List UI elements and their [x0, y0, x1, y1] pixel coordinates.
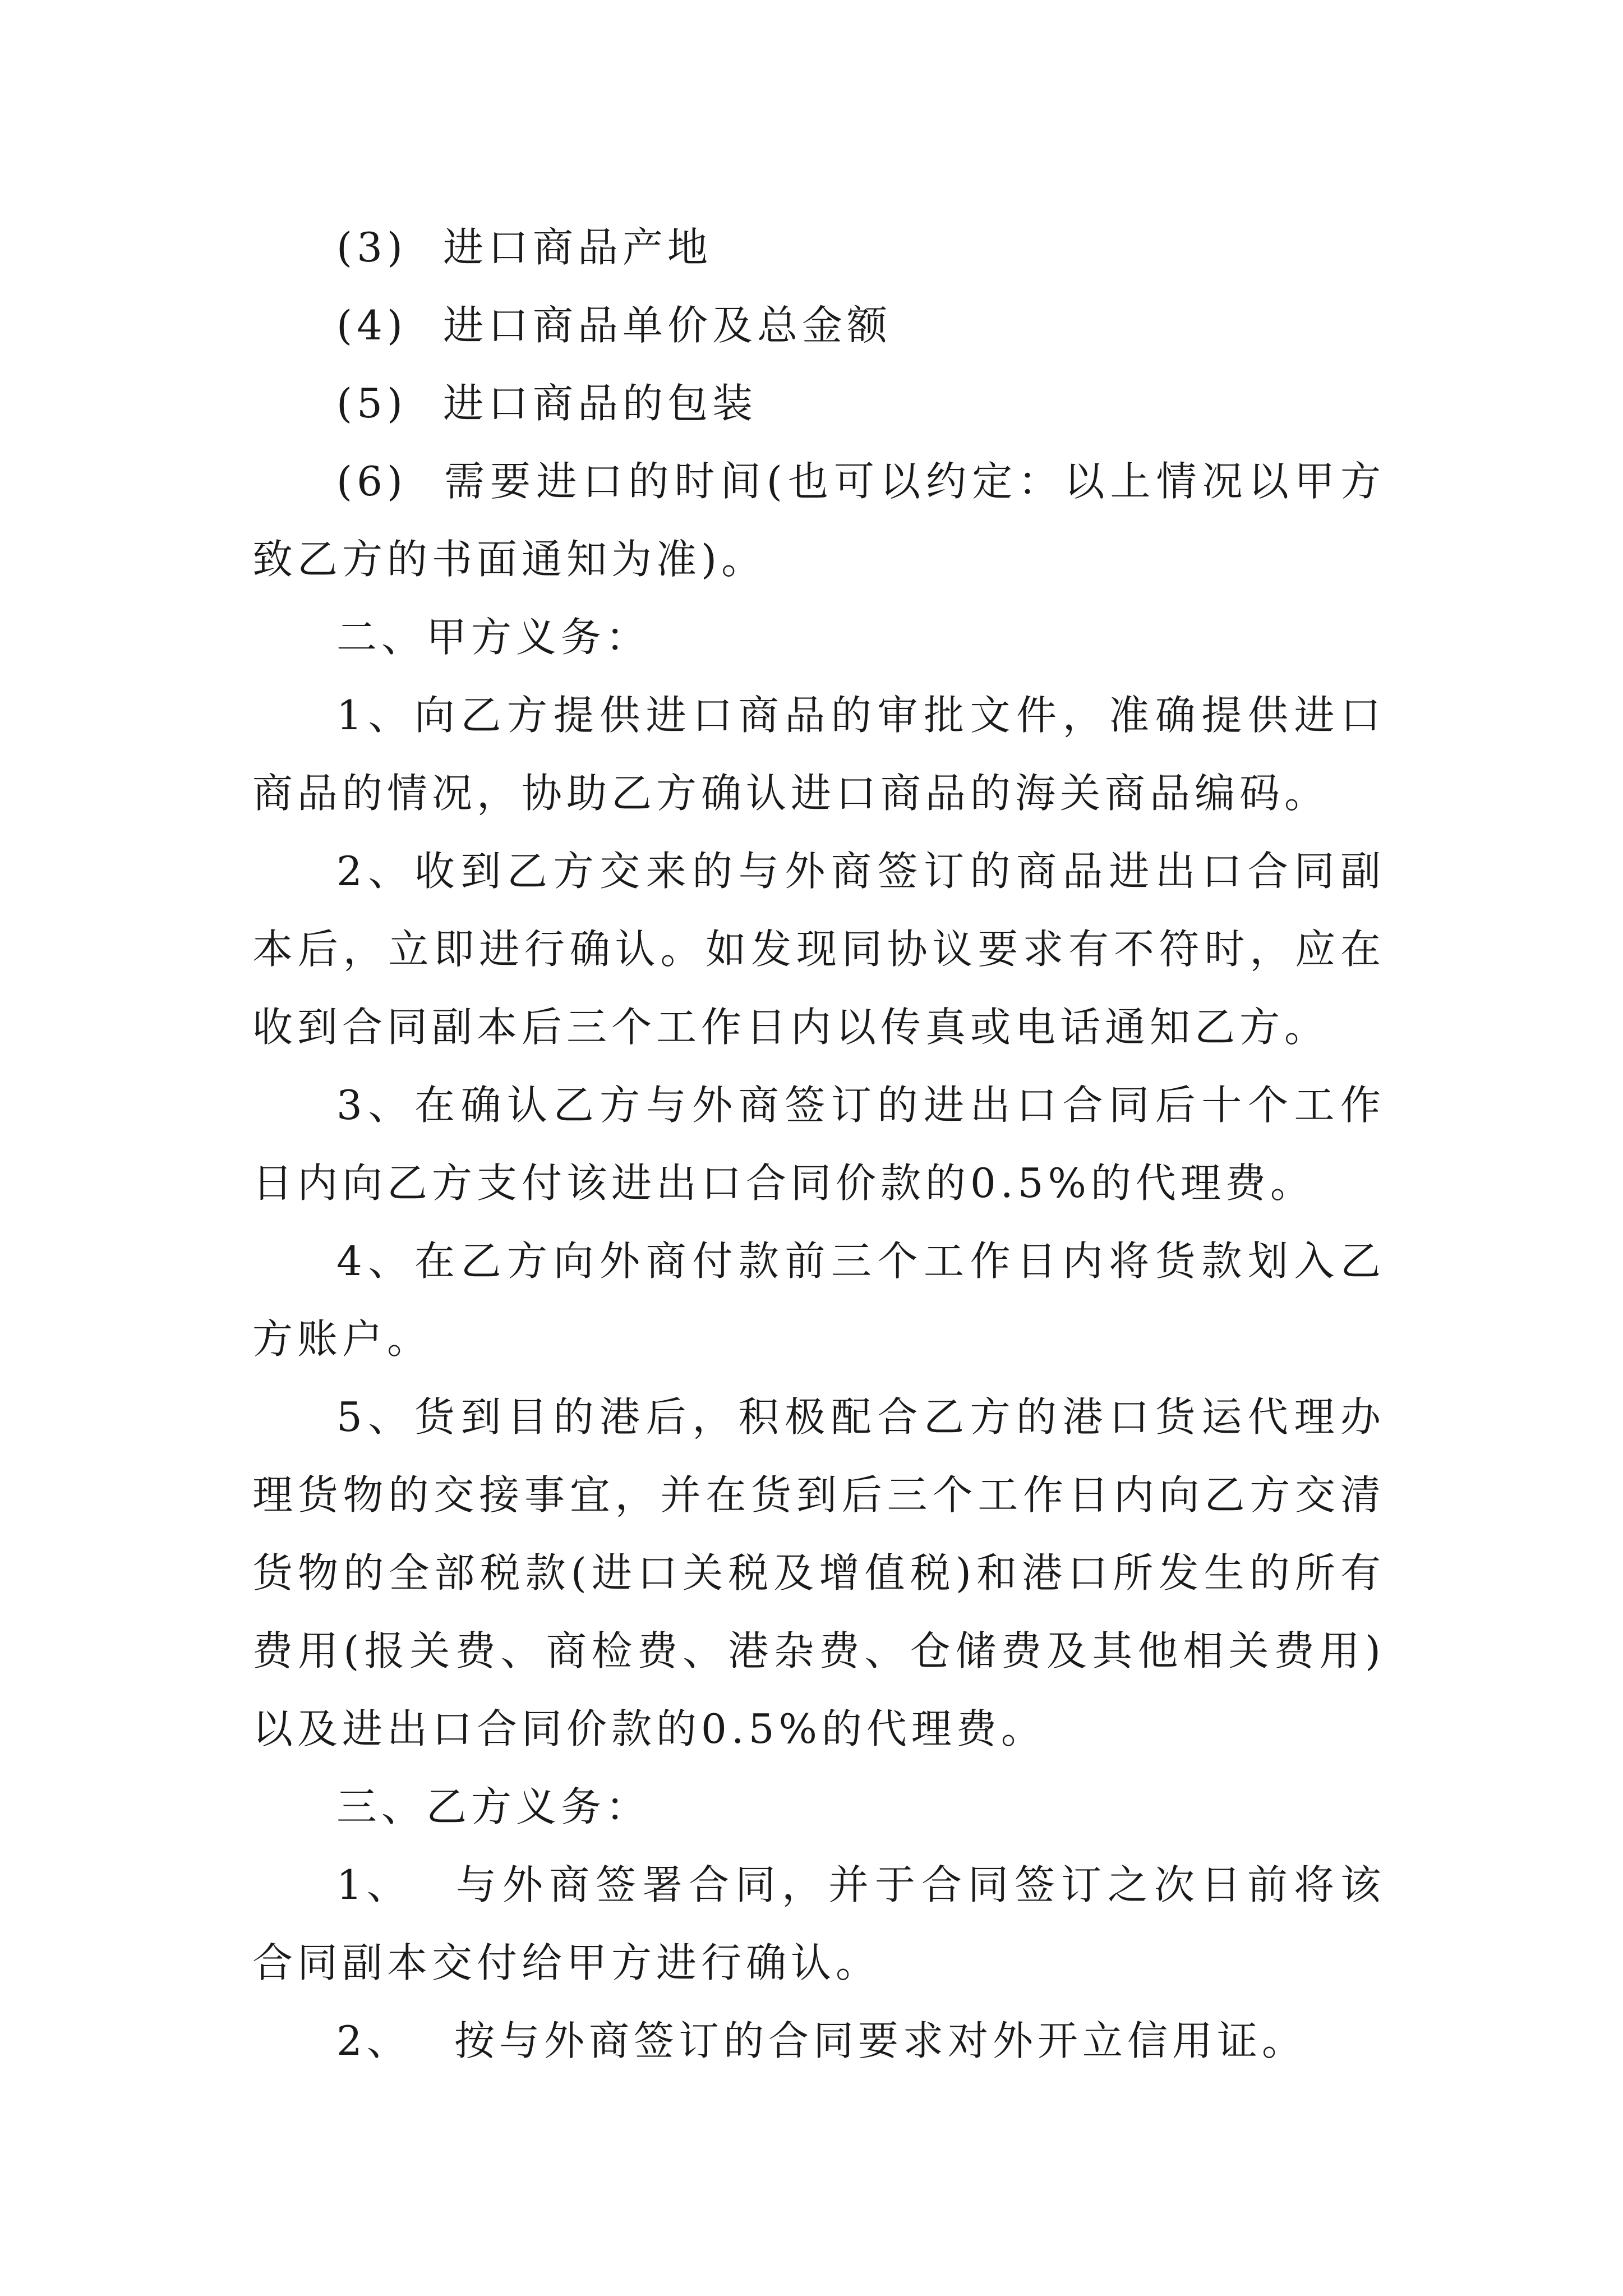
item-text: 需要进口的时间(也可以约定：以上情况以甲方致乙方的书面通知为准)。: [252, 458, 1385, 583]
list-item-3: [252, 209, 1385, 287]
item-number: (3): [336, 224, 407, 271]
party-b-clause-2: [252, 2002, 1385, 2080]
party-a-clause-2: 2、收到乙方交来的与外商签订的商品进出口合同副本后，立即进行确认。如发现同协议要求有不符时，应在收到合同副本后三个工作日内以传真或电话通知乙方。: [252, 848, 1385, 1051]
list-item-4: [252, 287, 1385, 365]
party-a-clause-1: 1、向乙方提供进口商品的审批文件，准确提供进口商品的情况，协助乙方确认进口商品的海关商品编码。: [252, 692, 1385, 817]
clause-text: 与外商签署合同，并于合同签订之次日前将该合同副本交付给甲方进行确认。: [252, 1861, 1385, 1986]
item-number: (6): [336, 458, 407, 505]
clause-number: 2、: [336, 2017, 412, 2064]
party-a-clause-5: 5、货到目的港后，积极配合乙方的港口货运代理办理货物的交接事宜，并在货到后三个工作日内向乙方交清货物的全部税款(进口关税及增值税)和港口所发生的所有费用(报关费、商检费、港杂费、仓储费及其他相关费用)以及进出口合同价款的0.5%的代理费。: [252, 1393, 1385, 1752]
item-text: 进口商品单价及总金额: [443, 302, 892, 349]
list-item-6: [252, 443, 1385, 599]
document-body: [252, 209, 1385, 2080]
section-heading-party-b: 三、乙方义务：: [336, 1783, 651, 1830]
clause-text: 按与外商签订的合同要求对外开立信用证。: [454, 2017, 1307, 2064]
section-heading-party-a: 二、甲方义务：: [336, 614, 651, 661]
list-item-5: [252, 365, 1385, 443]
party-a-clause-4: 4、在乙方向外商付款前三个工作日内将货款划入乙方账户。: [252, 1237, 1385, 1363]
item-text: 进口商品产地: [443, 224, 713, 271]
party-a-clause-3: 3、在确认乙方与外商签订的进出口合同后十个工作日内向乙方支付该进出口合同价款的0.5%的代理费。: [252, 1082, 1385, 1207]
item-number: (5): [336, 380, 407, 427]
item-text: 进口商品的包装: [443, 380, 758, 427]
clause-number: 1、: [336, 1861, 412, 1908]
item-number: (4): [336, 302, 407, 349]
party-b-clause-1: [252, 1846, 1385, 2002]
